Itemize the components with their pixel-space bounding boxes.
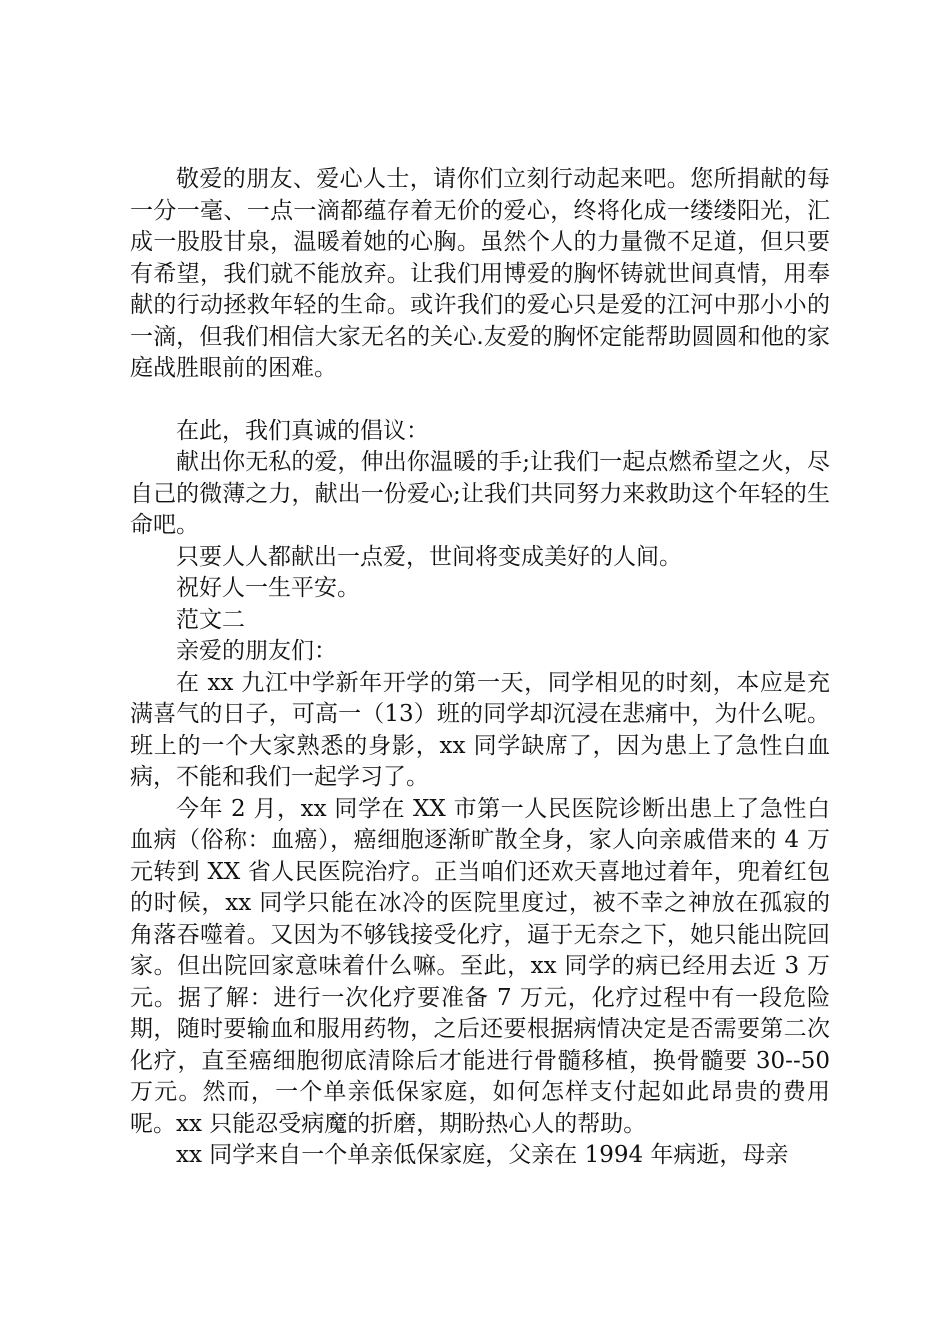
- paragraph-family: xx 同学来自一个单亲低保家庭，父亲在 1994 年病逝，母亲: [176, 1142, 789, 1168]
- document-body: [130, 164, 830, 1172]
- paragraph-gap: [130, 385, 830, 416]
- section-heading: 范文二: [176, 606, 245, 633]
- paragraph-illness: 今年 2 月，xx 同学在 XX 市第一人民医院诊断出患上了急性白血病（俗称：血癌），癌细胞逐渐旷散全身，家人向亲戚借来的 4 万元转到 XX 省人民医院治疗。正当咱们还欢天喜地过着年，兜着红包的时候，xx 同学只能在冰冷的医院里度过，被不幸之神放在孤寂的角落吞噬着。又因为不够钱接受化疗，逼于无奈之下，她只能出院回家。但出院回家意味着什么嘛。至此，xx 同学的病已经用去近 3 万元。据了解：进行一次化疗要准备 7 万元，化疗过程中有一段危险期，随时要输血和服用药物，之后还要根据病情决定是否需要第二次化疗，直至癌细胞彻底清除后才能进行骨髓移植，换骨髓要 30--50 万元。然而，一个单亲低保家庭，如何怎样支付起如此昂贵的费用呢。xx 只能忍受病魔的折磨，期盼热心人的帮助。: [130, 795, 830, 1137]
- paragraph-blessing: 祝好人一生平安。: [176, 575, 360, 601]
- paragraph-school: 在 xx 九江中学新年开学的第一天，同学相见的时刻，本应是充满喜气的日子，可高一（13）班的同学却沉浸在悲痛中，为什么呢。班上的一个大家熟悉的身影，xx 同学缺席了，因为患上了急性白血病，不能和我们一起学习了。: [130, 669, 830, 790]
- paragraph-proposal: 献出你无私的爱，伸出你温暖的手;让我们一起点燃希望之火，尽自己的微薄之力，献出一份爱心;让我们共同努力来救助这个年轻的生命吧。: [130, 449, 830, 538]
- paragraph-proposal-intro: 在此，我们真诚的倡议：: [176, 417, 429, 444]
- paragraph-appeal: 敬爱的朋友、爱心人士，请你们立刻行动起来吧。您所捐献的每一分一毫、一点一滴都蕴存着无价的爱心，终将化成一缕缕阳光，汇成一股股甘泉，温暖着她的心胸。虽然个人的力量微不足道，但只要有希望，我们就不能放弃。让我们用博爱的胸怀铸就世间真情，用奉献的行动拯救年轻的生命。或许我们的爱心只是爱的江河中那小小的一滴，但我们相信大家无名的关心.友爱的胸怀定能帮助圆圆和他的家庭战胜眼前的困难。: [130, 166, 830, 381]
- paragraph-love: 只要人人都献出一点爱，世间将变成美好的人间。: [176, 543, 682, 570]
- salutation: 亲爱的朋友们：: [176, 638, 337, 664]
